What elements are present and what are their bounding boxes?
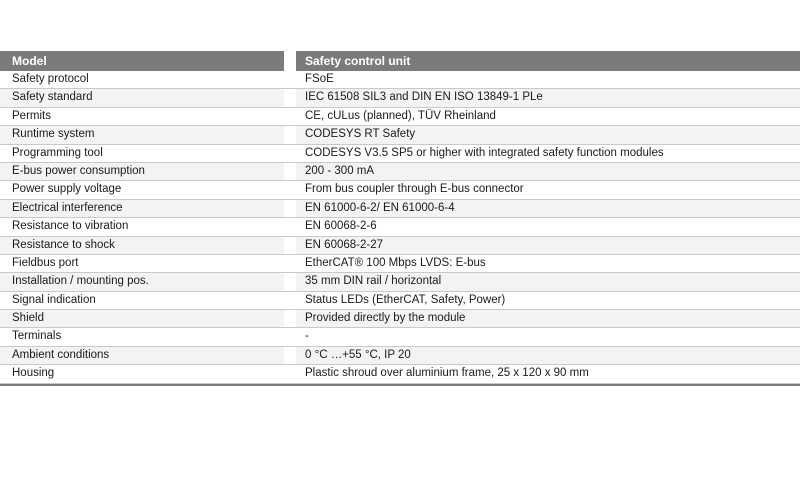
- table-header-row: [0, 51, 800, 71]
- table-row: [0, 126, 800, 144]
- row-value: Plastic shroud over aluminium frame, 25 x 120 x 90 mm: [305, 367, 589, 380]
- row-label: Electrical interference: [0, 200, 284, 217]
- row-label: Shield: [0, 310, 284, 327]
- table-body: [0, 71, 800, 384]
- row-label: E-bus power consumption: [0, 163, 284, 180]
- row-value: Provided directly by the module: [296, 310, 800, 327]
- row-value: EtherCAT® 100 Mbps LVDS: E-bus: [305, 256, 486, 269]
- table-row: [0, 347, 800, 365]
- row-value: EN 60068-2-27: [296, 237, 800, 254]
- row-value: 0 °C …+55 °C, IP 20: [296, 347, 800, 364]
- table-row: [0, 273, 800, 291]
- table-row: [0, 71, 800, 89]
- table-row: [0, 108, 800, 126]
- row-label: Safety protocol: [12, 73, 89, 85]
- table-row: [0, 89, 800, 107]
- row-value: EN 61000-6-2/ EN 61000-6-4: [296, 200, 800, 217]
- table-row: [0, 255, 800, 273]
- header-value-safety-control-unit: Safety control unit: [296, 51, 800, 71]
- row-value: CODESYS V3.5 SP5 or higher with integrated safety function modules: [305, 146, 664, 159]
- table-row: [0, 365, 800, 383]
- table-row: [0, 181, 800, 199]
- row-label: Housing: [12, 367, 55, 380]
- spec-table: [0, 51, 800, 386]
- row-label: Safety standard: [0, 89, 284, 106]
- table-row: [0, 200, 800, 218]
- row-value: Status LEDs (EtherCAT, Safety, Power): [305, 293, 506, 306]
- table-row: [0, 310, 800, 328]
- row-value: 35 mm DIN rail / horizontal: [296, 273, 800, 290]
- row-value: EN 60068-2-6: [305, 220, 377, 233]
- table-row: [0, 163, 800, 181]
- row-label: Ambient conditions: [0, 347, 284, 364]
- row-label: Resistance to vibration: [12, 220, 129, 233]
- row-label: Fieldbus port: [12, 256, 79, 269]
- row-value: From bus coupler through E-bus connector: [305, 183, 524, 196]
- row-label: Terminals: [12, 330, 62, 343]
- row-value: IEC 61508 SIL3 and DIN EN ISO 13849-1 PLe: [296, 89, 800, 106]
- row-value: 200 - 300 mA: [296, 163, 800, 180]
- header-label-model: Model: [0, 51, 284, 71]
- row-label: Resistance to shock: [0, 237, 284, 254]
- table-row: [0, 237, 800, 255]
- row-value: CE, cULus (planned), TÜV Rheinland: [305, 109, 496, 122]
- row-value: CODESYS RT Safety: [296, 126, 800, 143]
- row-label: Programming tool: [12, 146, 103, 159]
- row-label: Power supply voltage: [12, 183, 122, 196]
- table-row: [0, 218, 800, 236]
- table-bottom-rule: [0, 384, 800, 386]
- row-value: -: [305, 330, 309, 343]
- row-label: Permits: [12, 109, 51, 122]
- row-value: FSoE: [305, 73, 334, 85]
- row-label: Runtime system: [0, 126, 284, 143]
- table-row: [0, 292, 800, 310]
- row-label: Signal indication: [12, 293, 96, 306]
- row-label: Installation / mounting pos.: [0, 273, 284, 290]
- table-row: [0, 145, 800, 163]
- table-row: [0, 328, 800, 346]
